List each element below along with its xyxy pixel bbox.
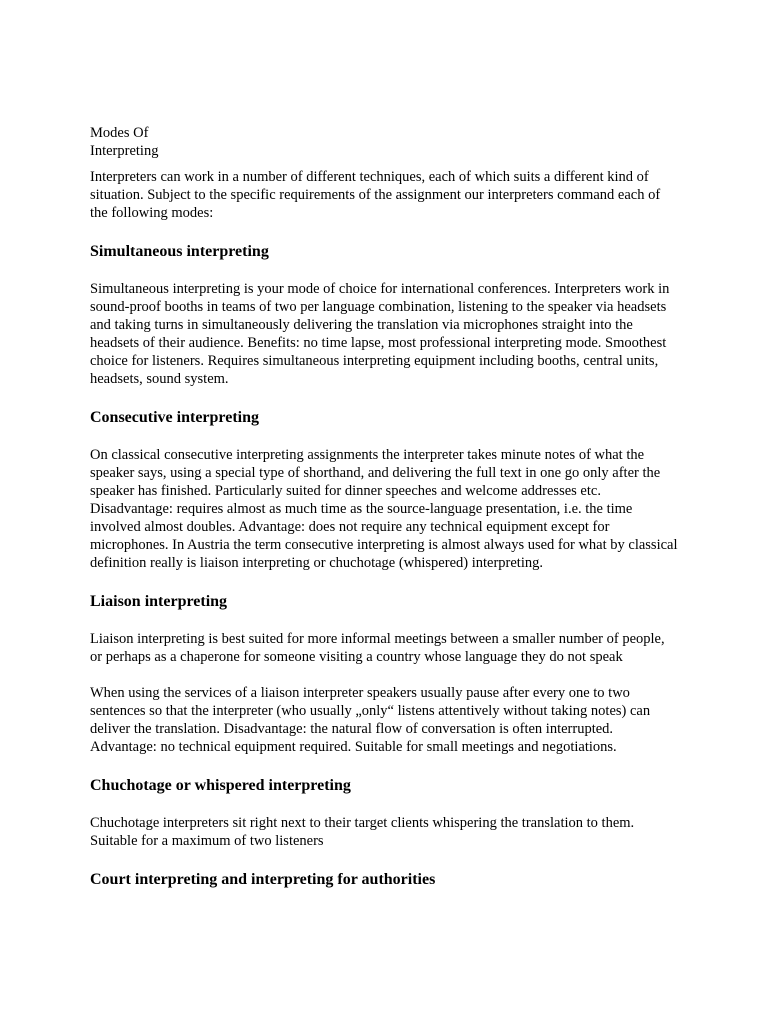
section-paragraph-simultaneous: Simultaneous interpreting is your mode of choice for international conferences. Interpreters work in sound-proof booths in teams of two per language combination, listening to the speaker via headsets and taking turns in simultaneously delivering the translation via microphones straight into the headsets of their audience. Benefits: no time lapse, most professional interpreting mode. Smoothest choice for listeners. Requires simultaneous interpreting equipment including booths, central units, headsets, sound system.	[90, 281, 670, 387]
section-heading-court: Court interpreting and interpreting for authorities	[90, 871, 436, 888]
section-heading-consecutive: Consecutive interpreting	[90, 409, 260, 426]
intro-paragraph: Interpreters can work in a number of different techniques, each of which suits a different kind of situation. Subject to the specific requirements of the assignment our interpreters command each of the following modes:	[90, 169, 661, 221]
section-paragraph-consecutive: On classical consecutive interpreting assignments the interpreter takes minute notes of what the speaker says, using a special type of shorthand, and delivering the full text in one go only after the speaker has finished. Particularly suited for dinner speeches and welcome addresses etc. Disadvantage: requires almost as much time as the source-language presentation, i.e. the time involved almost doubles. Advantage: does not require any technical equipment except for microphones. In Austria the term consecutive interpreting is almost always used for what by classical definition really is liaison interpreting or chuchotage (whispered) interpreting.	[90, 447, 678, 571]
document-title-line-2: Interpreting	[90, 143, 159, 159]
section-paragraph-chuchotage: Chuchotage interpreters sit right next to their target clients whispering the translation to them. Suitable for a maximum of two listeners	[90, 815, 635, 849]
section-heading-liaison: Liaison interpreting	[90, 593, 228, 610]
document-title-line-1: Modes Of	[90, 125, 149, 141]
section-heading-chuchotage: Chuchotage or whispered interpreting	[90, 777, 351, 794]
section-heading-simultaneous: Simultaneous interpreting	[90, 243, 269, 260]
section-paragraph-liaison-2: When using the services of a liaison interpreter speakers usually pause after every one to two sentences so that the interpreter (who usually „only“ listens attentively without taking notes) can deliver the translation. Disadvantage: the natural flow of conversation is often interrupted. Advantage: no technical equipment required. Suitable for small meetings and negotiations.	[90, 685, 651, 755]
document-page	[90, 124, 680, 890]
section-paragraph-liaison-1: Liaison interpreting is best suited for more informal meetings between a smaller number of people, or perhaps as a chaperone for someone visiting a country whose language they do not speak	[90, 631, 665, 665]
